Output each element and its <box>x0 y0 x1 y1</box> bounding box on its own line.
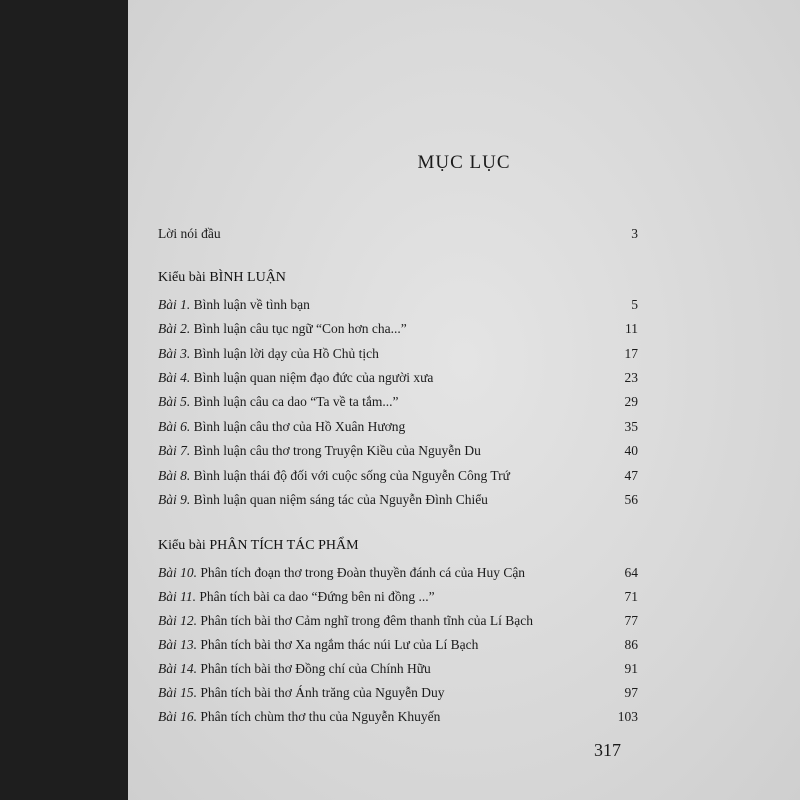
toc-item-label: Bài 4. <box>158 370 191 385</box>
toc-item-page: 40 <box>624 443 638 458</box>
toc-item-label: Bài 15. <box>158 685 197 700</box>
toc-item <box>158 637 638 657</box>
toc-item-page: 56 <box>624 492 638 507</box>
toc-item <box>158 709 638 729</box>
toc-item-page: 23 <box>624 370 638 385</box>
toc-item <box>158 565 638 585</box>
toc-item-label: Bài 3. <box>158 346 191 361</box>
page-number: 317 <box>594 740 621 760</box>
toc-item-label: Bài 2. <box>158 321 191 336</box>
toc-item <box>158 370 638 390</box>
toc-item-page: 86 <box>624 637 638 652</box>
toc-item-text: Bình luận quan niệm sáng tác của Nguyễn Đình Chiểu <box>193 492 488 507</box>
toc-item-page: 77 <box>624 613 638 628</box>
toc-item-label: Bài 1. <box>158 297 191 312</box>
toc-item-text: Bình luận thái độ đối với cuộc sống của Nguyễn Công Trứ <box>193 468 510 483</box>
toc-item-text: Bình luận về tình bạn <box>193 297 310 312</box>
toc-item-label: Bài 12. <box>158 613 197 628</box>
toc-item-text: Phân tích chùm thơ thu của Nguyễn Khuyến <box>200 709 441 724</box>
toc-item <box>158 468 638 488</box>
toc-item-text: Phân tích bài ca dao “Đứng bên ni đồng ...” <box>199 589 435 604</box>
toc-item-label: Bài 13. <box>158 637 197 652</box>
toc-item-text: Bình luận câu ca dao “Ta về ta tắm...” <box>193 394 399 409</box>
toc-item <box>158 443 638 463</box>
toc-item-text: Phân tích bài thơ Cảm nghĩ trong đêm thanh tĩnh của Lí Bạch <box>200 613 533 628</box>
toc-item <box>158 589 638 609</box>
toc-item-label: Bài 16. <box>158 709 197 724</box>
toc-item <box>158 419 638 439</box>
toc-item-text: Phân tích bài thơ Đồng chí của Chính Hữu <box>200 661 431 676</box>
bleed-through <box>128 10 800 22</box>
toc-item-text: Phân tích bài thơ Xa ngắm thác núi Lư của Lí Bạch <box>200 637 479 652</box>
toc-item-page: 5 <box>631 297 638 312</box>
toc-item-label: Bài 10. <box>158 565 197 580</box>
toc-item-text: Phân tích bài thơ Ánh trăng của Nguyễn Duy <box>200 685 445 700</box>
toc-item-page: 97 <box>624 685 638 700</box>
toc-item-label: Bài 14. <box>158 661 197 676</box>
toc-item-text: Bình luận câu thơ trong Truyện Kiều của Nguyễn Du <box>193 443 481 458</box>
toc-item-label: Bài 9. <box>158 492 191 507</box>
toc-item-text: Bình luận quan niệm đạo đức của người xưa <box>193 370 434 385</box>
toc-item-label: Bài 5. <box>158 394 191 409</box>
toc-item-label: Bài 11. <box>158 589 196 604</box>
toc-item-text: Bình luận lời dạy của Hồ Chủ tịch <box>193 346 379 361</box>
page-title: MỤC LỤC <box>417 152 511 173</box>
toc-item <box>158 685 638 705</box>
toc-item <box>158 321 638 341</box>
toc-item <box>158 297 638 317</box>
toc-preface-text: Lời nói đầu <box>158 226 221 241</box>
toc-preface <box>158 226 638 246</box>
toc-item-page: 17 <box>624 346 638 361</box>
toc-item-page: 64 <box>624 565 638 580</box>
toc-item <box>158 613 638 633</box>
toc-item-page: 11 <box>625 321 638 336</box>
toc-item-label: Bài 8. <box>158 468 191 483</box>
toc-item-text: Bình luận câu thơ của Hồ Xuân Hương <box>193 419 406 434</box>
toc-preface-page: 3 <box>631 226 638 241</box>
section-heading-phan-tich: Kiểu bài PHÂN TÍCH TÁC PHẨM <box>158 538 359 553</box>
toc-item-page: 71 <box>624 589 638 604</box>
toc-item-page: 47 <box>624 468 638 483</box>
toc-item-page: 35 <box>624 419 638 434</box>
toc-item-text: Bình luận câu tục ngữ “Con hơn cha...” <box>193 321 407 336</box>
book-page <box>128 0 800 800</box>
toc-item-page: 29 <box>624 394 638 409</box>
toc-item-label: Bài 7. <box>158 443 191 458</box>
toc-item <box>158 394 638 414</box>
toc-item-page: 91 <box>624 661 638 676</box>
toc-item-text: Phân tích đoạn thơ trong Đoàn thuyền đánh cá của Huy Cận <box>200 565 526 580</box>
toc-item <box>158 346 638 366</box>
toc-item-label: Bài 6. <box>158 419 191 434</box>
section-heading-binh-luan: Kiểu bài BÌNH LUẬN <box>158 270 286 285</box>
toc-item <box>158 492 638 512</box>
toc-item <box>158 661 638 681</box>
toc-item-page: 103 <box>617 709 638 724</box>
